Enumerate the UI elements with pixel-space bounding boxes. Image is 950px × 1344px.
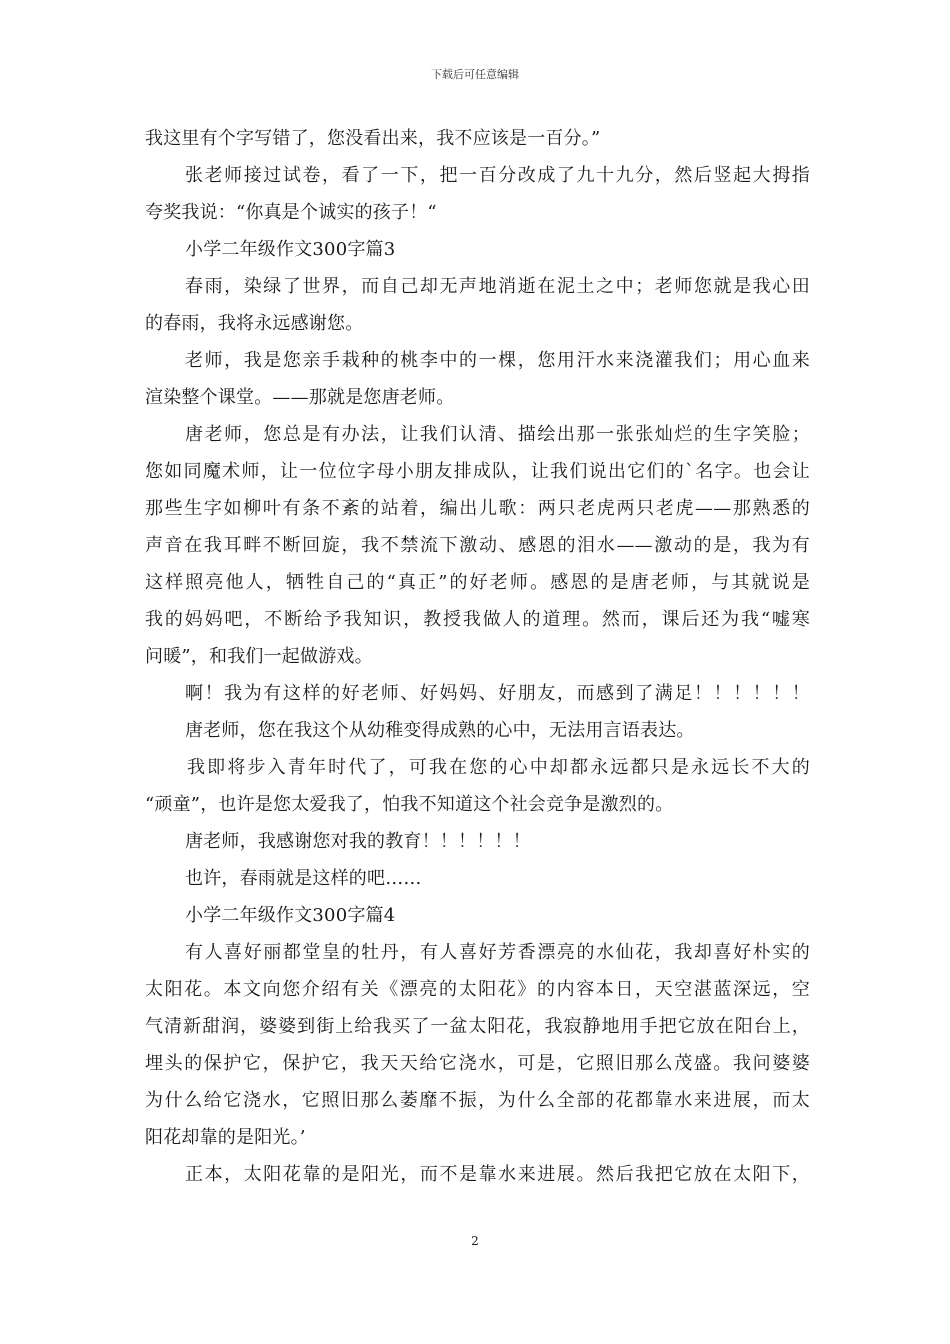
text-line: 唐老师，我感谢您对我的教育！！！！！！ — [185, 831, 531, 852]
text-line: 有人喜好丽都堂皇的牡丹，有人喜好芳香漂亮的水仙花，我却喜好朴实的 — [185, 942, 810, 963]
text-line: 埋头的保护它，保护它，我天天给它浇水，可是，它照旧那么茂盛。我问婆婆 — [145, 1053, 810, 1074]
text-line: 渲染整个课堂。——那就是您唐老师。 — [145, 387, 455, 408]
text-line: 唐老师，您在我这个从幼稚变得成熟的心中，无法用言语表达。 — [185, 720, 695, 741]
text-line: 的春雨，我将永远感谢您。 — [145, 313, 364, 334]
page-number: 2 — [471, 1234, 479, 1248]
text-line: 也许，春雨就是这样的吧…… — [185, 868, 422, 889]
text-line: 我即将步入青年时代了，可我在您的心中却都永远都只是永远长不大的 — [187, 757, 810, 778]
text-line: 阳花却靠的是阳光。’ — [145, 1127, 306, 1148]
text-line: 老师，我是您亲手栽种的桃李中的一棵，您用汗水来浇灌我们；用心血来 — [185, 350, 810, 371]
text-line: 我这里有个字写错了，您没看出来，我不应该是一百分。” — [145, 128, 601, 149]
text-line: 夸奖我说：“你真是个诚实的孩子！“ — [145, 202, 437, 223]
section-heading: 小学二年级作文300字篇4 — [185, 905, 396, 926]
page-header: 下载后可任意编辑 — [431, 68, 519, 81]
text-line: 春雨，染绿了世界，而自己却无声地消逝在泥土之中；老师您就是我心田 — [185, 276, 810, 297]
text-line: 声音在我耳畔不断回旋，我不禁流下激动、感恩的泪水——激动的是，我为有 — [145, 535, 810, 556]
text-line: 问暖”，和我们一起做游戏。 — [145, 646, 373, 667]
text-line: 正本，太阳花靠的是阳光，而不是靠水来进展。然后我把它放在太阳下， — [185, 1164, 810, 1185]
text-line: 太阳花。本文向您介绍有关《漂亮的太阳花》的内容本日，天空湛蓝深远，空 — [145, 979, 810, 1000]
text-line: 您如同魔术师，让一位位字母小朋友排成队，让我们说出它们的`名字。也会让 — [145, 461, 810, 482]
document-body — [145, 120, 810, 1193]
text-line: 那些生字如柳叶有条不紊的站着，编出儿歌：两只老虎两只老虎——那熟悉的 — [145, 498, 810, 519]
text-line: 我的妈妈吧，不断给予我知识，教授我做人的道理。然而，课后还为我“嘘寒 — [145, 609, 810, 630]
text-line: 唐老师，您总是有办法，让我们认清、描绘出那一张张灿烂的生字笑脸； — [185, 424, 810, 445]
text-line: 为什么给它浇水，它照旧那么萎靡不振，为什么全部的花都靠水来进展，而太 — [145, 1090, 810, 1111]
section-heading: 小学二年级作文300字篇3 — [185, 239, 396, 260]
text-line: “顽童”，也许是您太爱我了，怕我不知道这个社会竞争是激烈的。 — [145, 794, 674, 815]
text-line: 啊！我为有这样的好老师、好妈妈、好朋友，而感到了满足！！！！！！ — [185, 683, 810, 704]
text-line: 张老师接过试卷，看了一下，把一百分改成了九十九分，然后竖起大拇指 — [185, 165, 810, 186]
text-line: 这样照亮他人，牺牲自己的“真正”的好老师。感恩的是唐老师，与其就说是 — [145, 572, 810, 593]
text-line: 气清新甜润，婆婆到街上给我买了一盆太阳花，我寂静地用手把它放在阳台上， — [145, 1016, 810, 1037]
